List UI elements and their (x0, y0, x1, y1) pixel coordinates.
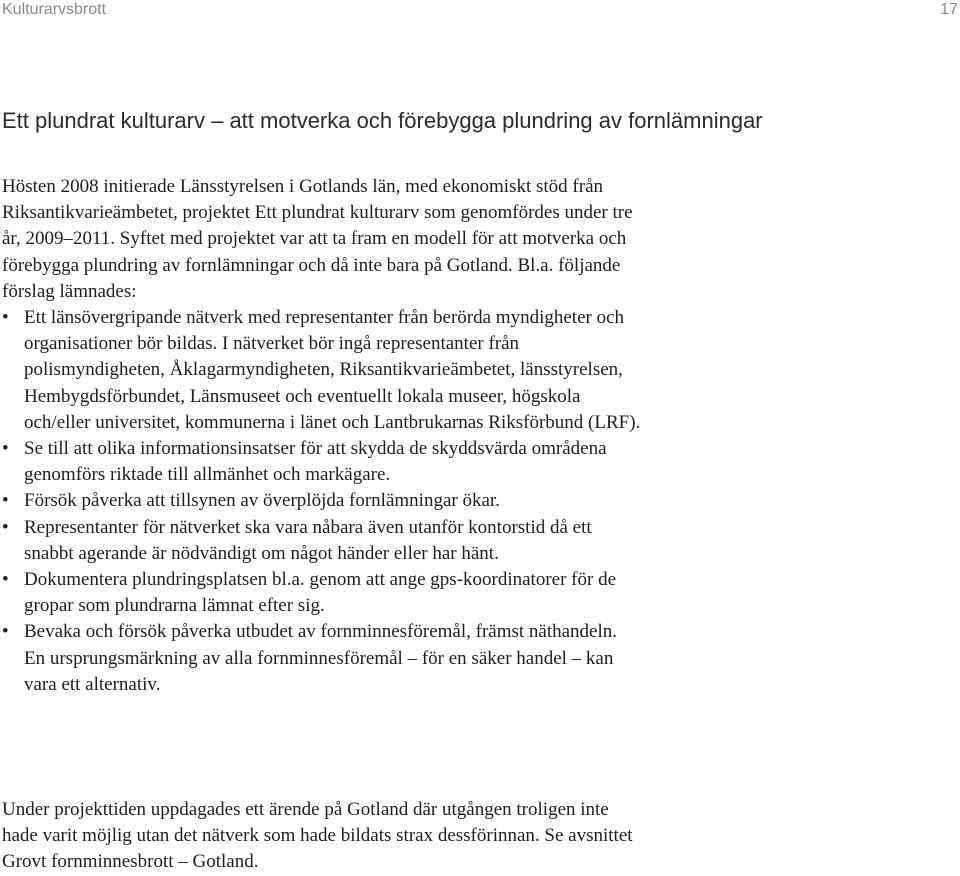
list-item-text: Se till att olika informationsinsatser för att skydda de skyddsvärda områdena genomförs riktade till allmänhet och markägare. (24, 438, 607, 486)
intro-paragraph: Hösten 2008 initierade Länsstyrelsen i Gotlands län, med ekonomiskt stöd från Riksantikvarieämbetet, projektet Ett plundrat kulturarv som genomfördes under tre år, 2009–2011. Syftet med projektet var att ta fram en modell för att motverka och förebygga plundring av fornlämningar och då inte bara på Gotland. Bl.a. följande förslag lämnades: (2, 176, 633, 302)
list-item-text: Ett länsövergripande nätverk med representanter från berörda myndigheter och organisationer bör bildas. I nätverket bör ingå representanter från polismyndigheten, Åklagarmyndigheten, Riksantikvarieämbetet, länsstyrelsen, Hembygdsförbundet, Länsmuseet och eventuellt lokala museer, högskola och/eller universitet, kommunerna i länet och Lantbrukarnas Riksförbund (LRF). (24, 307, 641, 433)
bullet-icon: • (2, 516, 9, 538)
list-item-text: Dokumentera plundringsplatsen bl.a. genom att ange gps-koordinatorer för de gropar som plundrarna lämnat efter sig. (24, 569, 616, 617)
running-title: Kulturarvsbrott (2, 1, 107, 18)
list-item (2, 305, 642, 436)
list-item-text: Bevaka och försök påverka utbudet av fornminnesföremål, främst näthandeln. En ursprungsmärkning av alla fornminnesföremål – för en säker handel – kan vara ett alternativ. (24, 621, 618, 695)
page-header (0, 0, 960, 26)
bullet-icon: • (2, 307, 9, 328)
list-item (2, 619, 642, 698)
list-item-text: Representanter för nätverket ska vara nåbara även utanför kontorstid då ett snabbt agerande är nödvändigt om något händer eller har hänt. (24, 516, 592, 564)
list-item (2, 436, 642, 488)
outro-paragraph: Under projekttiden uppdagades ett ärende på Gotland där utgången troligen inte hade varit möjlig utan det nätverk som hade bildats strax dessförinnan. Se avsnittet Grovt fornminnesbrott – Gotland. (2, 799, 633, 873)
bullet-icon: • (2, 490, 9, 512)
list-item (2, 515, 642, 567)
bullet-icon: • (2, 438, 9, 460)
section-heading: Ett plundrat kulturarv – att motverka och förebygga plundring av fornlämningar (2, 108, 763, 133)
bullet-icon: • (2, 621, 9, 643)
proposal-list (2, 305, 642, 698)
list-item-text: Försök påverka att tillsynen av överplöjda fornlämningar ökar. (24, 490, 500, 512)
list-item (2, 488, 642, 514)
page-number: 17 (940, 1, 958, 18)
list-item (2, 567, 642, 619)
bullet-icon: • (2, 569, 9, 591)
